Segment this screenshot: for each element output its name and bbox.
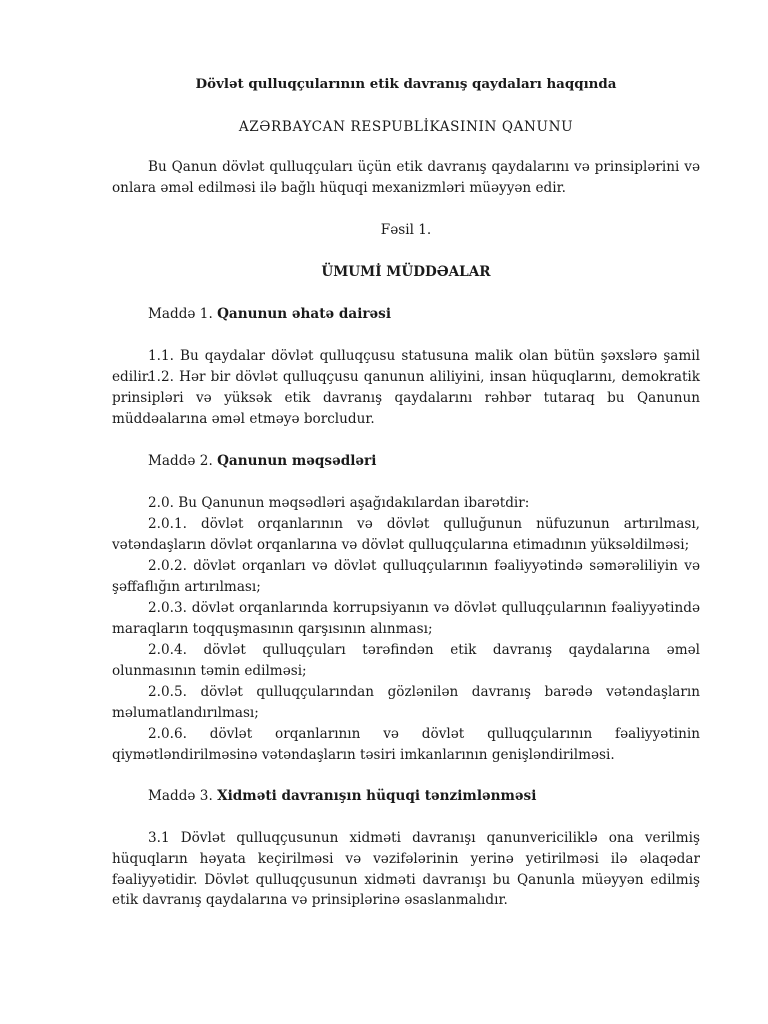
article-1-paragraph-1: 1.1. Bu qaydalar dövlət qulluqçusu statusuna malik olan bütün şəxslərə şamil edilir. [112,348,700,385]
article-2-item-5: 2.0.5. dövlət qulluqçularından gözlənilən davranış barədə vətəndaşların məlumatlandırılması; [112,684,700,721]
article-2-item-4: 2.0.4. dövlət qulluqçuları tərəfindən etik davranış qaydalarına əməl olunmasının təmin edilməsi; [112,642,700,679]
document-title: Dövlət qulluqçularının etik davranış qaydaları haqqında [195,76,617,92]
article-1-title: Qanunun əhatə dairəsi [217,306,391,322]
chapter-label: Fəsil 1. [380,222,432,238]
article-2-intro: 2.0. Bu Qanunun məqsədləri aşağıdakılardan ibarətdir: [148,495,530,511]
article-2-heading [112,451,700,472]
article-2-prefix: Maddə 2. [148,453,218,469]
article-1-paragraph-2: 1.2. Hər bir dövlət qulluqçusu qanunun aliliyini, insan hüquqlarını, demokratik prinsipləri və yüksək etik davranış qaydalarını rəhbər tutaraq bu Qanunun müddəalarına əməl etməyə borcludur. [112,369,700,427]
law-heading: AZƏRBAYCAN RESPUBLİKASININ QANUNU [238,119,574,135]
article-2-item-6: 2.0.6. dövlət orqanlarının və dövlət qulluqçularının fəaliyyətinin qiymətləndirilməsinə vətəndaşların təsiri imkanlarının genişləndirilməsi. [112,726,700,763]
article-3-title: Xidməti davranışın hüquqi tənzimlənməsi [217,788,537,804]
article-1-heading [112,304,700,325]
article-3-heading [112,786,700,807]
preamble-paragraph: Bu Qanun dövlət qulluqçuları üçün etik davranış qaydalarını və prinsiplərini və onlara əməl edilməsi ilə bağlı hüquqi mexanizmləri müəyyən edir. [112,159,700,196]
article-3-prefix: Maddə 3. [148,788,218,804]
article-2-item-1: 2.0.1. dövlət orqanlarının və dövlət qulluğunun nüfuzunun artırılması, vətəndaşların dövlət orqanlarına və dövlət qulluqçularına etimadının yüksəldilməsi; [112,516,700,553]
article-3-paragraph-1: 3.1 Dövlət qulluqçusunun xidməti davranışı qanunvericiliklə ona verilmiş hüquqların həyata keçirilməsi və vəzifələrinin yerinə yetirilməsi ilə əlaqədar fəaliyyətidir. Dövlət qulluqçusunun xidməti davranışı bu Qanunla müəyyən edilmiş etik davranış qaydalarına və prinsiplərinə əsaslanmalıdır. [112,830,700,909]
article-1-prefix: Maddə 1. [148,306,218,322]
article-2-item-2: 2.0.2. dövlət orqanları və dövlət qulluqçularının fəaliyyətində səmərəliliyin və şəffaflığın artırılması; [112,558,700,595]
article-2-item-3: 2.0.3. dövlət orqanlarında korrupsiyanın və dövlət qulluqçularının fəaliyyətində maraqların toqquşmasının qarşısının alınması; [112,600,700,637]
chapter-title: ÜMUMİ MÜDDƏALAR [321,264,491,280]
article-2-title: Qanunun məqsədləri [217,453,377,469]
